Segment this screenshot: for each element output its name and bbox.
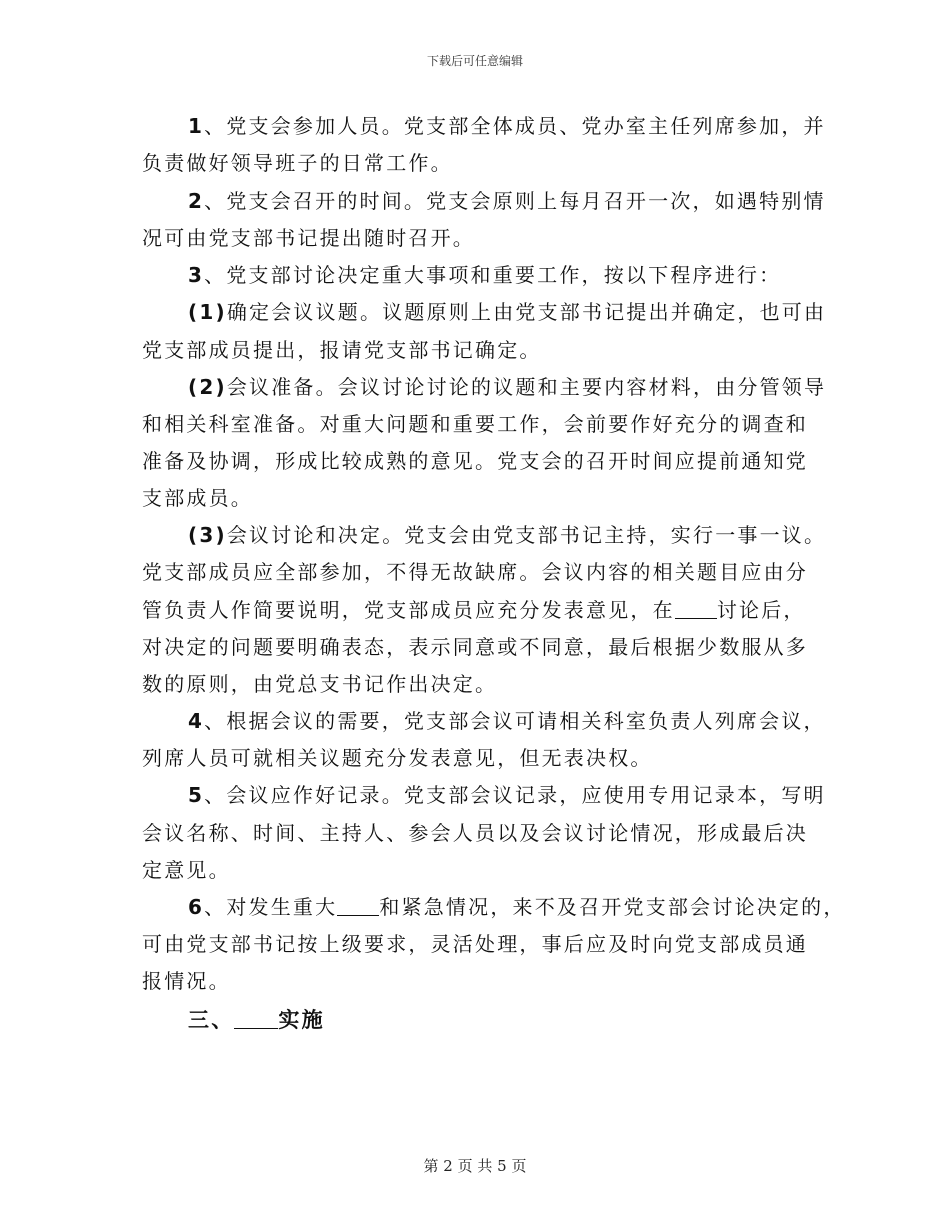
- fill-in-blank: [234, 1010, 278, 1029]
- item-4-line-1: [188, 709, 826, 733]
- sub-1-line-2: 党支部成员提出，报请党支部书记确定。: [142, 338, 542, 362]
- section-heading: [188, 1008, 325, 1032]
- item-5-line-1: [188, 783, 826, 807]
- sub-3-line-2: 党支部成员应全部参加，不得无故缺席。会议内容的相关题目应由分: [142, 560, 808, 584]
- sub-3-line-3-text-b: 讨论后，: [716, 598, 806, 622]
- fill-in-blank: [675, 600, 717, 619]
- item-6-text-b: 和紧急情况，来不及召开党支部会讨论决定的，: [379, 895, 846, 919]
- item-4-number: 4: [188, 709, 205, 733]
- item-2-number: 2: [188, 189, 205, 213]
- sub-2-text: 会议准备。会议讨论讨论的议题和主要内容材料，由分管领导: [226, 375, 827, 399]
- section-heading-prefix: 三、: [188, 1008, 235, 1032]
- sub-1-line-1: [188, 300, 826, 324]
- item-6-line-2: 可由党支部书记按上级要求，灵活处理，事后应及时向党支部成员通: [142, 932, 808, 956]
- item-5-line-2: 会议名称、时间、主持人、参会人员以及会议讨论情况，形成最后决: [142, 821, 808, 845]
- item-1-number: 1: [188, 114, 205, 138]
- sub-3-line-1: [188, 523, 826, 547]
- item-1-line-1: [188, 114, 826, 138]
- sub-3-number: (3): [188, 523, 227, 547]
- item-1-line-2: 负责做好领导班子的日常工作。: [142, 151, 453, 175]
- item-3-text: 、党支部讨论决定重大事项和重要工作，按以下程序进行：: [204, 263, 782, 287]
- sub-1-number: (1): [188, 300, 227, 324]
- item-6-text-a: 、对发生重大: [204, 895, 338, 919]
- item-2-line-1: [188, 189, 826, 213]
- item-4-text: 、根据会议的需要，党支部会议可请相关科室负责人列席会议，: [204, 709, 826, 733]
- sub-2-line-2: 和相关科室准备。对重大问题和重要工作，会前要作好充分的调查和: [142, 412, 808, 436]
- item-6-line-3: 报情况。: [142, 969, 231, 993]
- item-5-line-3: 定意见。: [142, 858, 231, 882]
- item-6-line-1: [188, 895, 846, 919]
- sub-2-line-4: 支部成员。: [142, 486, 253, 510]
- sub-3-line-4: 对决定的问题要明确表态，表示同意或不同意，最后根据少数服从多: [142, 635, 808, 659]
- item-1-text: 、党支会参加人员。党支部全体成员、党办室主任列席参加，并: [204, 114, 826, 138]
- sub-2-number: (2): [188, 375, 227, 399]
- item-2-text: 、党支会召开的时间。党支会原则上每月召开一次，如遇特别情: [204, 189, 826, 213]
- sub-2-line-1: [188, 375, 826, 399]
- sub-3-line-5: 数的原则，由党总支书记作出决定。: [142, 672, 498, 696]
- sub-3-line-3: [142, 598, 806, 622]
- item-3-line-1: [188, 263, 781, 287]
- item-4-line-2: 列席人员可就相关议题充分发表意见，但无表决权。: [142, 746, 653, 770]
- item-2-line-2: 况可由党支部书记提出随时召开。: [142, 226, 475, 250]
- item-5-number: 5: [188, 783, 205, 807]
- item-3-number: 3: [188, 263, 205, 287]
- sub-3-text: 会议讨论和决定。党支会由党支部书记主持，实行一事一议。: [226, 523, 827, 547]
- item-6-number: 6: [188, 895, 205, 919]
- sub-2-line-3: 准备及协调，形成比较成熟的意见。党支会的召开时间应提前通知党: [142, 449, 808, 473]
- sub-1-text: 确定会议议题。议题原则上由党支部书记提出并确定，也可由: [226, 300, 827, 324]
- section-heading-title: 实施: [278, 1008, 325, 1032]
- page-number: 第 2 页 共 5 页: [423, 1157, 527, 1175]
- sub-3-line-3-text-a: 管负责人作简要说明，党支部成员应充分发表意见，在: [142, 598, 675, 622]
- page-header-note: 下载后可任意编辑: [426, 54, 523, 68]
- fill-in-blank: [337, 897, 379, 916]
- item-5-text: 、会议应作好记录。党支部会议记录，应使用专用记录本，写明: [204, 783, 826, 807]
